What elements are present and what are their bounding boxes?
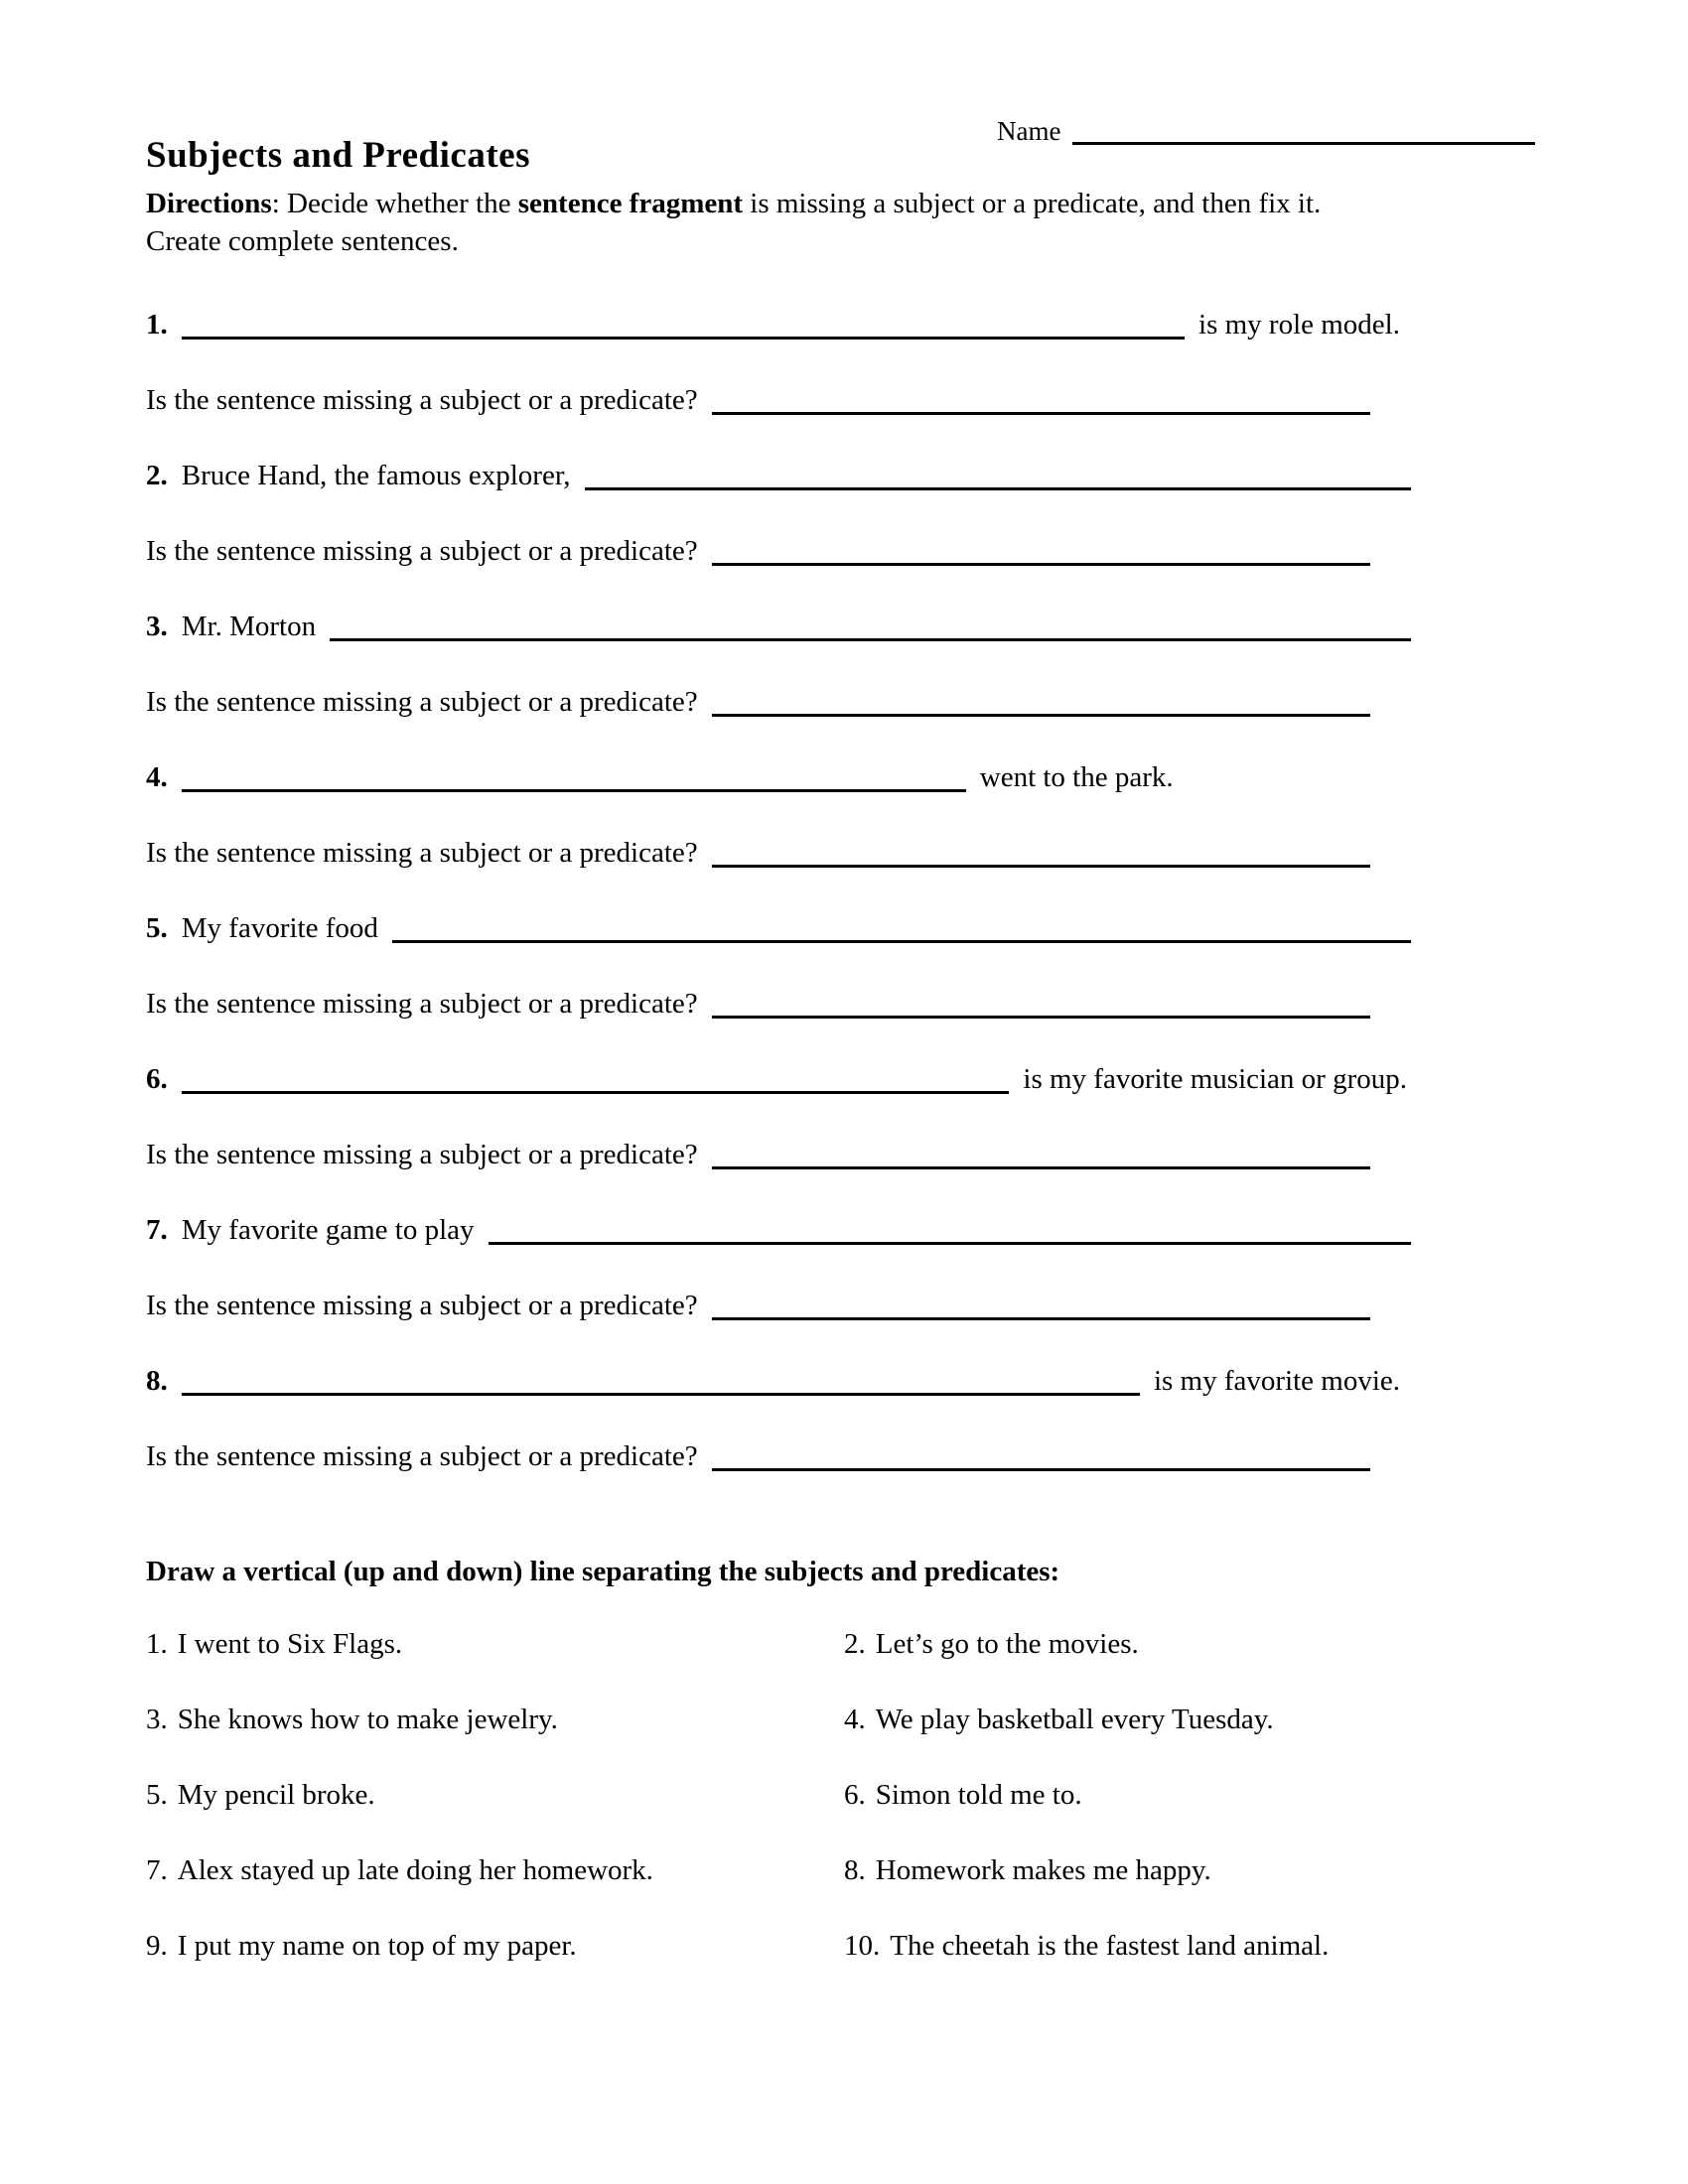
directions-bold-term: sentence fragment [517,188,744,219]
question-number: 1. [146,309,168,341]
list-item-9 [146,1928,844,1964]
question-post-text: is my role model. [1198,309,1400,341]
item-text: My pencil broke. [177,1779,375,1811]
list-item-7 [146,1852,844,1888]
question-row-1 [146,300,1400,340]
directions-text-2: is missing a subject or a predicate, and then fix it. [743,188,1322,219]
follow-up-row-4 [146,828,1370,868]
item-number: 4. [844,1704,866,1735]
follow-up-question: Is the sentence missing a subject or a predicate? [146,686,698,718]
follow-up-blank-line[interactable] [712,412,1370,415]
section2-heading: Draw a vertical (up and down) line separating the subjects and predicates: [146,1556,1060,1587]
item-number: 5. [146,1779,168,1811]
question-post-text: went to the park. [979,761,1174,793]
item-text: Alex stayed up late doing her homework. [177,1854,653,1886]
item-number: 9. [146,1930,168,1962]
follow-up-question: Is the sentence missing a subject or a predicate? [146,1440,698,1472]
list-item-3 [146,1702,844,1737]
follow-up-row-5 [146,979,1370,1019]
follow-up-blank-line[interactable] [712,865,1370,868]
list-item-6 [844,1777,1329,1813]
directions [146,185,1616,260]
question-row-4 [146,752,1400,792]
follow-up-row-1 [146,375,1370,415]
follow-up-blank-line[interactable] [712,1016,1370,1019]
item-text: Let’s go to the movies. [875,1628,1139,1660]
follow-up-question: Is the sentence missing a subject or a predicate? [146,837,698,869]
question-row-6 [146,1054,1407,1094]
follow-up-blank-line[interactable] [712,1468,1370,1471]
answer-blank-line[interactable] [585,487,1411,490]
sentence-list [146,1626,1329,1964]
question-number: 5. [146,912,168,944]
question-number: 8. [146,1365,168,1397]
follow-up-row-7 [146,1281,1370,1320]
question-post-text: is my favorite movie. [1153,1365,1400,1397]
item-text: I put my name on top of my paper. [177,1930,577,1962]
item-number: 7. [146,1854,168,1886]
follow-up-question: Is the sentence missing a subject or a predicate? [146,384,698,416]
question-row-7 [146,1205,1411,1245]
item-number: 1. [146,1628,168,1660]
follow-up-blank-line[interactable] [712,563,1370,566]
follow-up-row-8 [146,1432,1370,1471]
page-title: Subjects and Predicates [146,135,530,176]
item-text: The cheetah is the fastest land animal. [890,1930,1330,1962]
directions-line2: Create complete sentences. [146,225,459,257]
item-text: I went to Six Flags. [177,1628,403,1660]
question-number: 4. [146,761,168,793]
question-number: 7. [146,1214,168,1246]
question-row-3 [146,602,1411,641]
directions-label: Directions [146,188,272,219]
question-pre-text: My favorite game to play [181,1214,475,1246]
list-item-5 [146,1777,844,1813]
item-text: Homework makes me happy. [875,1854,1211,1886]
question-number: 3. [146,611,168,642]
follow-up-row-3 [146,677,1370,717]
name-field [997,105,1535,145]
name-label: Name [997,116,1061,146]
directions-line1 [146,185,1616,222]
list-item-10 [844,1928,1329,1964]
follow-up-question: Is the sentence missing a subject or a predicate? [146,988,698,1020]
answer-blank-line[interactable] [182,1393,1140,1396]
item-text: Simon told me to. [875,1779,1082,1811]
answer-blank-line[interactable] [489,1242,1412,1245]
item-text: We play basketball every Tuesday. [875,1704,1274,1735]
follow-up-question: Is the sentence missing a subject or a predicate? [146,1290,698,1321]
list-item-4 [844,1702,1329,1737]
answer-blank-line[interactable] [182,337,1185,340]
list-item-2 [844,1626,1329,1662]
question-pre-text: Mr. Morton [181,611,317,642]
answer-blank-line[interactable] [182,789,966,792]
question-number: 2. [146,460,168,491]
item-number: 6. [844,1779,866,1811]
answer-blank-line[interactable] [392,940,1411,943]
follow-up-blank-line[interactable] [712,714,1370,717]
question-number: 6. [146,1063,168,1095]
follow-up-question: Is the sentence missing a subject or a predicate? [146,1139,698,1170]
item-number: 2. [844,1628,866,1660]
question-row-2 [146,451,1411,490]
question-pre-text: Bruce Hand, the famous explorer, [181,460,571,491]
question-row-8 [146,1356,1400,1396]
question-post-text: is my favorite musician or group. [1023,1063,1407,1095]
name-blank-line[interactable] [1072,142,1535,145]
directions-text-1: : Decide whether the [271,188,518,219]
answer-blank-line[interactable] [182,1091,1010,1094]
question-pre-text: My favorite food [181,912,378,944]
item-number: 10. [844,1930,881,1962]
follow-up-blank-line[interactable] [712,1166,1370,1169]
follow-up-row-6 [146,1130,1370,1169]
follow-up-question: Is the sentence missing a subject or a predicate? [146,535,698,567]
question-row-5 [146,903,1411,943]
list-item-8 [844,1852,1329,1888]
follow-up-row-2 [146,526,1370,566]
item-number: 8. [844,1854,866,1886]
item-text: She knows how to make jewelry. [177,1704,558,1735]
follow-up-blank-line[interactable] [712,1317,1370,1320]
list-item-1 [146,1626,844,1662]
answer-blank-line[interactable] [330,638,1411,641]
item-number: 3. [146,1704,168,1735]
